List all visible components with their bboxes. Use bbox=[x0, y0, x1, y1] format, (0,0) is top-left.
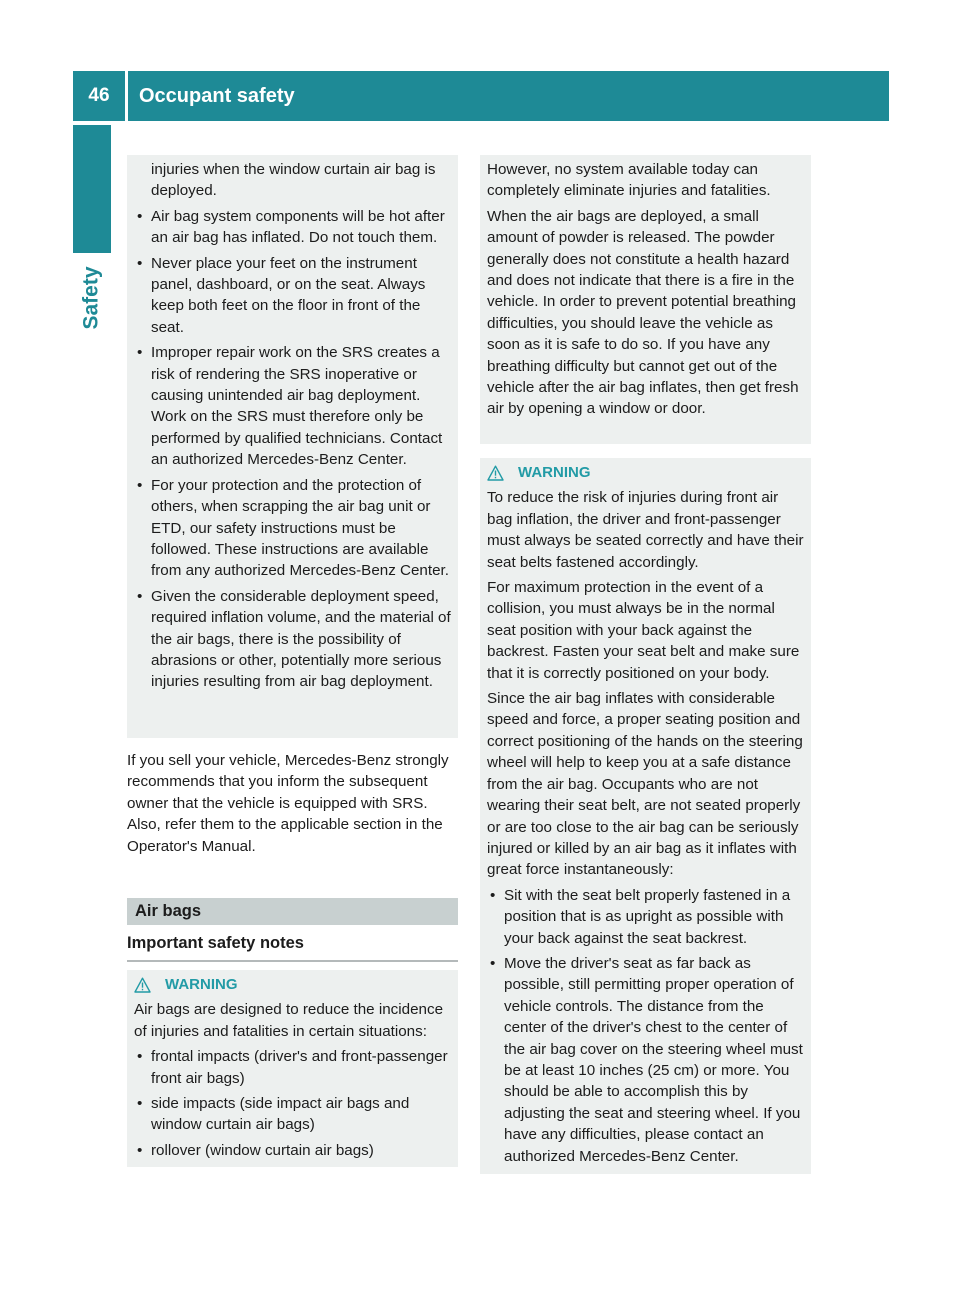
paragraph: For maximum protection in the event of a collision, you must always be in the normal seat position with your back against the backrest. Fasten your seat belt and make sure that it is correctly positioned on your body. bbox=[487, 579, 800, 682]
continued-text: injuries when the window curtain air bag is deployed. bbox=[151, 161, 436, 200]
list-item: • Never place your feet on the instrument panel, dashboard, or on the seat. Always keep both feet on the floor in front of the seat. bbox=[134, 253, 452, 339]
side-tab-label-wrap bbox=[74, 258, 110, 338]
list-item: • Sit with the seat belt properly fastened in a position that is as upright as possible with your back against the seat backrest. bbox=[487, 885, 805, 949]
paragraph: To reduce the risk of injuries during front air bag inflation, the driver and front-passenger must always be seated correctly and have their seat belts fastened accordingly. bbox=[487, 489, 804, 571]
list-item: • side impacts (side impact air bags and window curtain air bags) bbox=[134, 1093, 452, 1136]
paragraph: However, no system available today can completely eliminate injuries and fatalities. bbox=[487, 161, 771, 200]
warning-box-seating bbox=[480, 458, 811, 1174]
warning-intro: Air bags are designed to reduce the incidence of injuries and fatalities in certain situations: bbox=[134, 1001, 444, 1040]
list-item: • For your protection and the protection of others, when scrapping the air bag unit or ETD, our safety instructions must be followed. These instructions are available from any authorized Mercedes-Benz Center. bbox=[134, 475, 452, 582]
powder-notes-box bbox=[480, 155, 811, 444]
page-title: Occupant safety bbox=[128, 71, 889, 121]
list-item: • Given the considerable deployment speed, required inflation volume, and the material of the air bags, there is the possibility of abrasions or other, potentially more serious injuries resulting from air bag deployment. bbox=[134, 586, 452, 693]
section-heading: Air bags bbox=[127, 898, 458, 925]
warning-box-airbags bbox=[127, 970, 458, 1167]
side-tab-label: Safety bbox=[80, 266, 103, 330]
warning-label: WARNING bbox=[165, 976, 238, 993]
side-tab-marker bbox=[73, 125, 111, 253]
list-item: • Improper repair work on the SRS creates a risk of rendering the SRS inoperative or causing unintended air bag deployment. Work on the SRS must therefore only be performed by qualified technicians. Contact an authorized Mercedes-Benz Center. bbox=[134, 342, 452, 470]
safety-notes-box bbox=[127, 155, 458, 738]
list-item: • frontal impacts (driver's and front-passenger front air bags) bbox=[134, 1046, 452, 1089]
list-item: • rollover (window curtain air bags) bbox=[134, 1140, 452, 1161]
warning-list bbox=[134, 1046, 452, 1161]
warning-list bbox=[487, 885, 805, 1167]
paragraph: When the air bags are deployed, a small amount of powder is released. The powder generally does not constitute a health hazard and does not indicate that there is a fire in the vehicle. In order to prevent potential breathing difficulties, you should leave the vehicle as soon as it is safe to do so. If you have any breathing difficulty but cannot get out of the vehicle after the air bag inflates, then get fresh air by opening a window or door. bbox=[487, 207, 799, 418]
warning-heading bbox=[487, 462, 805, 483]
list-item: • Move the driver's seat as far back as possible, still permitting proper operation of vehicle controls. The distance from the center of the driver's chest to the center of the air bag cover on the steering wheel must be at least 10 inches (25 cm) or more. You should be able to accomplish this by adjusting the seat and steering wheel. If you have any difficulties, please contact an authorized Mercedes-Benz Center. bbox=[487, 953, 805, 1167]
warning-triangle-icon bbox=[487, 465, 504, 481]
list-item: • Air bag system components will be hot after an air bag has inflated. Do not touch them. bbox=[134, 206, 452, 249]
sell-vehicle-paragraph: If you sell your vehicle, Mercedes-Benz strongly recommends that you inform the subsequent owner that the vehicle is equipped with SRS. Also, refer them to the applicable section in the Operator's Manual. bbox=[127, 752, 449, 855]
safety-notes-list bbox=[134, 206, 452, 693]
warning-triangle-icon bbox=[134, 977, 151, 993]
warning-label: WARNING bbox=[518, 464, 591, 481]
paragraph: Since the air bag inflates with considerable speed and force, a proper seating position and correct positioning of the hands on the steering wheel will help to keep you at a safe distance from the air bag. Occupants who are not wearing their seat belt, are not seated properly or are too close to the air bag can be seriously injured or killed by an air bag as it inflates with great force instantaneously: bbox=[487, 690, 803, 879]
page-number: 46 bbox=[73, 71, 125, 121]
subheading: Important safety notes bbox=[127, 934, 458, 962]
warning-heading bbox=[134, 974, 452, 995]
